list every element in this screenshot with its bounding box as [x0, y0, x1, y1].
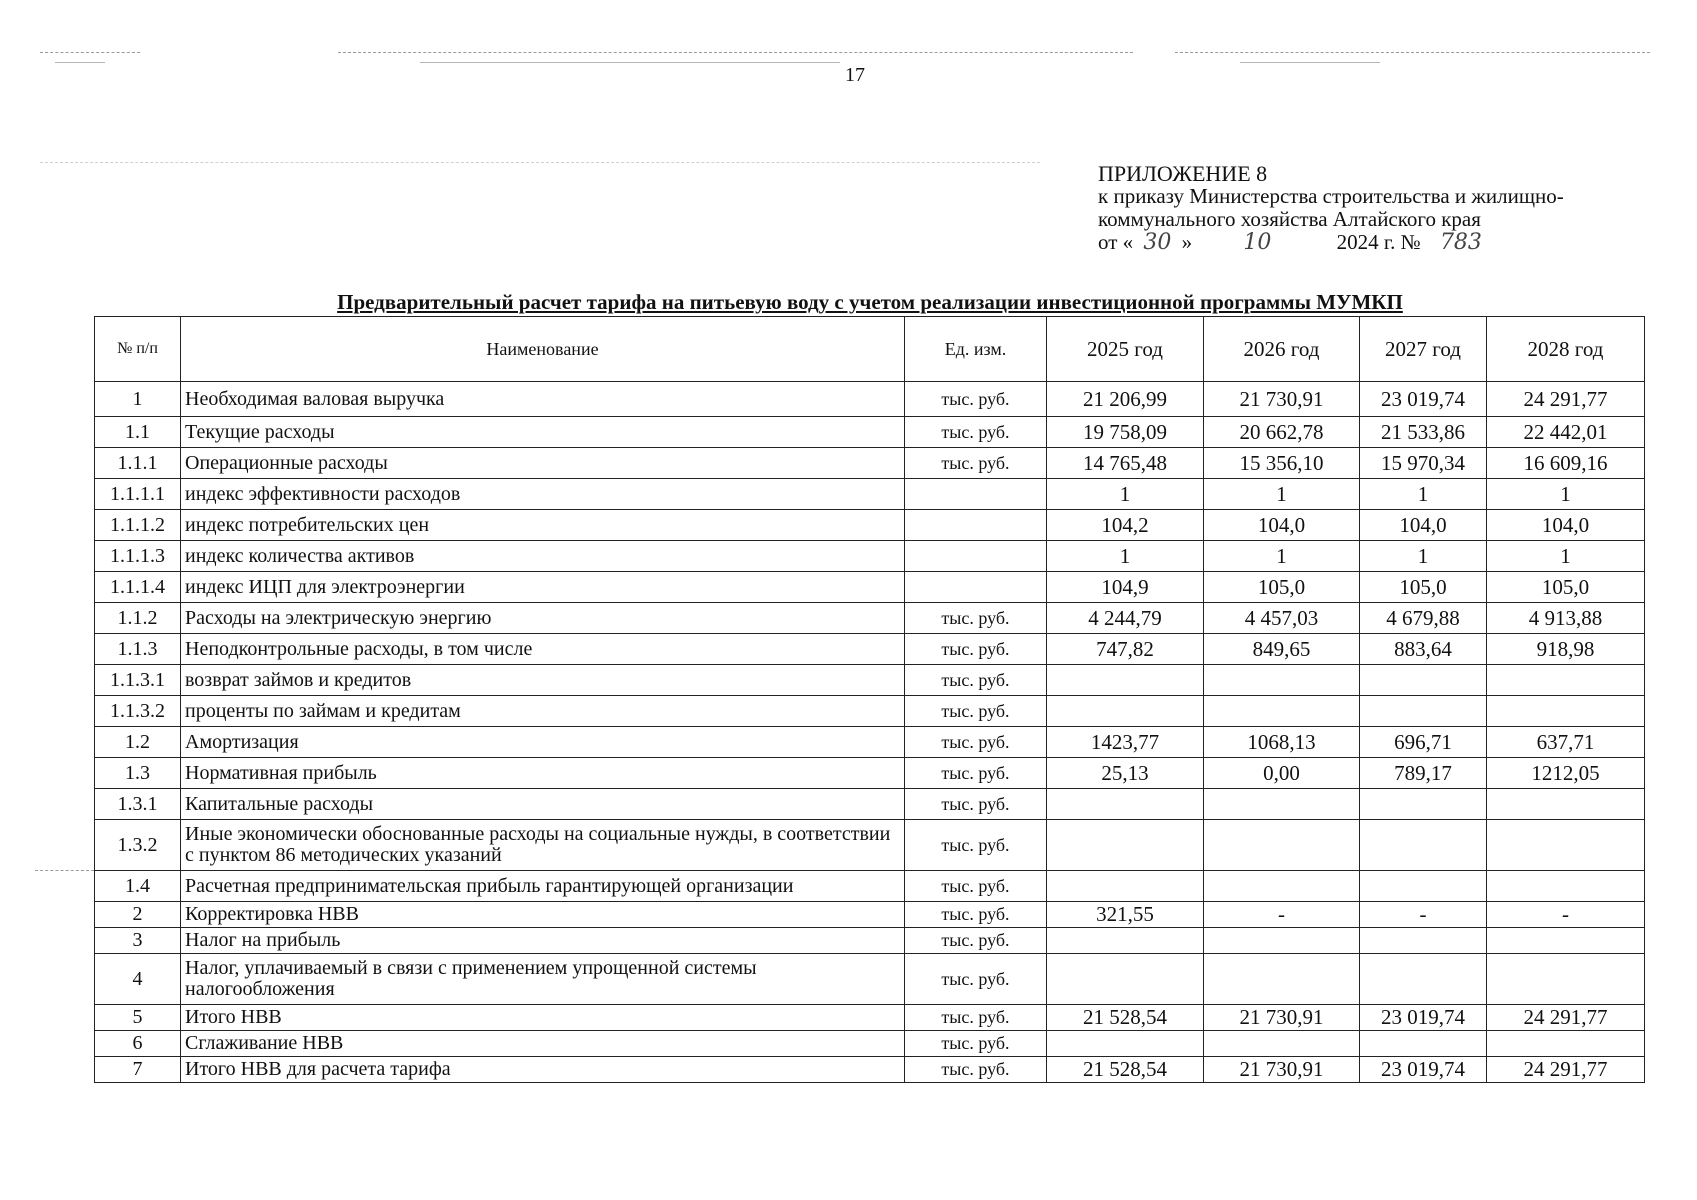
scan-line-top-right — [1175, 52, 1650, 53]
cell-2025: 1 — [1047, 479, 1204, 510]
cell-unit: тыс. руб. — [905, 603, 1047, 634]
cell-num: 2 — [95, 902, 181, 928]
cell-2028: 1212,05 — [1487, 758, 1645, 789]
cell-num: 1.1.3 — [95, 634, 181, 665]
header-year-2027: 2027 год — [1360, 317, 1487, 382]
table-row — [95, 758, 1645, 789]
cell-2027 — [1360, 820, 1487, 871]
cell-num: 1.1.1.4 — [95, 572, 181, 603]
cell-2028 — [1487, 696, 1645, 727]
table-row — [95, 871, 1645, 902]
cell-2025 — [1047, 789, 1204, 820]
cell-name: Неподконтрольные расходы, в том числе — [181, 634, 905, 665]
cell-2026 — [1204, 871, 1360, 902]
scan-line-top-middle — [338, 52, 1133, 53]
cell-2027: 789,17 — [1360, 758, 1487, 789]
cell-2025: 1 — [1047, 541, 1204, 572]
appendix-header — [1098, 162, 1658, 254]
cell-2028 — [1487, 820, 1645, 871]
cell-2028: - — [1487, 902, 1645, 928]
cell-2025: 747,82 — [1047, 634, 1204, 665]
cell-num: 1.1.1 — [95, 448, 181, 479]
cell-2027: - — [1360, 902, 1487, 928]
cell-2025: 21 528,54 — [1047, 1057, 1204, 1083]
cell-2027: 883,64 — [1360, 634, 1487, 665]
cell-2028: 104,0 — [1487, 510, 1645, 541]
cell-2028 — [1487, 954, 1645, 1005]
cell-num: 1.1.1.3 — [95, 541, 181, 572]
cell-name: индекс эффективности расходов — [181, 479, 905, 510]
cell-num: 1.3.2 — [95, 820, 181, 871]
cell-2025: 104,2 — [1047, 510, 1204, 541]
cell-name: возврат займов и кредитов — [181, 665, 905, 696]
table-row — [95, 510, 1645, 541]
header-name: Наименование — [181, 317, 905, 382]
cell-2025 — [1047, 1031, 1204, 1057]
cell-2026: 21 730,91 — [1204, 382, 1360, 417]
cell-num: 1.1.2 — [95, 603, 181, 634]
table-body — [95, 382, 1645, 1083]
cell-2026: 4 457,03 — [1204, 603, 1360, 634]
cell-unit: тыс. руб. — [905, 902, 1047, 928]
cell-unit — [905, 510, 1047, 541]
cell-2027: 1 — [1360, 541, 1487, 572]
cell-2026 — [1204, 696, 1360, 727]
table-row — [95, 541, 1645, 572]
cell-name: Итого НВВ — [181, 1005, 905, 1031]
cell-2028: 1 — [1487, 479, 1645, 510]
cell-name: индекс потребительских цен — [181, 510, 905, 541]
cell-2028 — [1487, 789, 1645, 820]
cell-num: 1.3 — [95, 758, 181, 789]
appendix-date-line — [1098, 231, 1658, 254]
cell-2025 — [1047, 665, 1204, 696]
table-header-row — [95, 317, 1645, 382]
cell-unit: тыс. руб. — [905, 665, 1047, 696]
cell-name: Капитальные расходы — [181, 789, 905, 820]
cell-num: 1.1.1.2 — [95, 510, 181, 541]
table-row — [95, 902, 1645, 928]
scan-line-top-middle-2 — [420, 62, 840, 63]
cell-unit — [905, 479, 1047, 510]
cell-2026: 105,0 — [1204, 572, 1360, 603]
table-row — [95, 634, 1645, 665]
cell-unit — [905, 541, 1047, 572]
page-number: 17 — [845, 64, 865, 86]
table-row — [95, 417, 1645, 448]
cell-2026: 1 — [1204, 541, 1360, 572]
cell-2025: 1423,77 — [1047, 727, 1204, 758]
cell-2028 — [1487, 1031, 1645, 1057]
cell-2026: 104,0 — [1204, 510, 1360, 541]
cell-2027 — [1360, 928, 1487, 954]
cell-2027: 23 019,74 — [1360, 1005, 1487, 1031]
cell-name: Сглаживание НВВ — [181, 1031, 905, 1057]
cell-2028: 24 291,77 — [1487, 1005, 1645, 1031]
cell-2027 — [1360, 871, 1487, 902]
cell-name: Расчетная предпринимательская прибыль гарантирующей организации — [181, 871, 905, 902]
cell-2025 — [1047, 696, 1204, 727]
cell-2026: 20 662,78 — [1204, 417, 1360, 448]
cell-2026: 1 — [1204, 479, 1360, 510]
cell-num: 4 — [95, 954, 181, 1005]
cell-name: Итого НВВ для расчета тарифа — [181, 1057, 905, 1083]
cell-2027: 23 019,74 — [1360, 382, 1487, 417]
date-year: 2024 г. № — [1336, 230, 1421, 254]
table-row — [95, 572, 1645, 603]
cell-2028: 637,71 — [1487, 727, 1645, 758]
order-number-handwritten: 783 — [1439, 230, 1482, 255]
cell-unit: тыс. руб. — [905, 820, 1047, 871]
cell-2026 — [1204, 954, 1360, 1005]
table-row — [95, 382, 1645, 417]
cell-2025 — [1047, 928, 1204, 954]
scan-line-upper — [40, 162, 1040, 163]
cell-num: 1.3.1 — [95, 789, 181, 820]
cell-2027: 4 679,88 — [1360, 603, 1487, 634]
cell-2025 — [1047, 871, 1204, 902]
cell-2028: 22 442,01 — [1487, 417, 1645, 448]
cell-unit: тыс. руб. — [905, 1057, 1047, 1083]
cell-name: Текущие расходы — [181, 417, 905, 448]
cell-2027 — [1360, 954, 1487, 1005]
header-unit: Ед. изм. — [905, 317, 1047, 382]
cell-name: Операционные расходы — [181, 448, 905, 479]
cell-2025: 104,9 — [1047, 572, 1204, 603]
table-row — [95, 1031, 1645, 1057]
cell-unit: тыс. руб. — [905, 417, 1047, 448]
cell-2026: 0,00 — [1204, 758, 1360, 789]
cell-name: Иные экономически обоснованные расходы на социальные нужды, в соответствии с пунктом 86 методических указаний — [181, 820, 905, 871]
cell-num: 1.4 — [95, 871, 181, 902]
cell-2027: 696,71 — [1360, 727, 1487, 758]
cell-name: проценты по займам и кредитам — [181, 696, 905, 727]
table-row — [95, 448, 1645, 479]
table-row — [95, 696, 1645, 727]
cell-2025: 25,13 — [1047, 758, 1204, 789]
table-row — [95, 1057, 1645, 1083]
header-year-2028: 2028 год — [1487, 317, 1645, 382]
cell-2028: 1 — [1487, 541, 1645, 572]
cell-2026 — [1204, 820, 1360, 871]
scan-line-top-left — [40, 52, 140, 53]
cell-2025: 21 206,99 — [1047, 382, 1204, 417]
cell-2026: 21 730,91 — [1204, 1057, 1360, 1083]
cell-2028 — [1487, 928, 1645, 954]
cell-2027 — [1360, 1031, 1487, 1057]
appendix-order-line-1: к приказу Министерства строительства и жилищно- — [1098, 184, 1564, 208]
cell-2026: 21 730,91 — [1204, 1005, 1360, 1031]
cell-unit: тыс. руб. — [905, 789, 1047, 820]
cell-2028: 918,98 — [1487, 634, 1645, 665]
date-mid: » — [1181, 230, 1193, 254]
appendix-order-line-2: коммунального хозяйства Алтайского края — [1098, 207, 1481, 231]
tariff-table — [94, 316, 1645, 1083]
header-num: № п/п — [95, 317, 181, 382]
cell-name: индекс количества активов — [181, 541, 905, 572]
cell-num: 5 — [95, 1005, 181, 1031]
cell-2027: 15 970,34 — [1360, 448, 1487, 479]
cell-unit: тыс. руб. — [905, 1031, 1047, 1057]
cell-2027: 104,0 — [1360, 510, 1487, 541]
cell-num: 3 — [95, 928, 181, 954]
scan-line-top-left-2 — [55, 62, 105, 63]
cell-2028: 105,0 — [1487, 572, 1645, 603]
cell-unit: тыс. руб. — [905, 871, 1047, 902]
cell-unit: тыс. руб. — [905, 727, 1047, 758]
cell-2028 — [1487, 665, 1645, 696]
table-row — [95, 820, 1645, 871]
cell-name: Налог на прибыль — [181, 928, 905, 954]
date-month-handwritten: 10 — [1243, 230, 1272, 255]
cell-unit: тыс. руб. — [905, 696, 1047, 727]
cell-num: 1.1.3.2 — [95, 696, 181, 727]
cell-name: Корректировка НВВ — [181, 902, 905, 928]
header-year-2026: 2026 год — [1204, 317, 1360, 382]
header-year-2025: 2025 год — [1047, 317, 1204, 382]
cell-name: Налог, уплачиваемый в связи с применением упрощенной системы налогообложения — [181, 954, 905, 1005]
cell-name: Расходы на электрическую энергию — [181, 603, 905, 634]
cell-2025: 14 765,48 — [1047, 448, 1204, 479]
table-row — [95, 928, 1645, 954]
cell-2026: - — [1204, 902, 1360, 928]
table-row — [95, 1005, 1645, 1031]
cell-num: 6 — [95, 1031, 181, 1057]
cell-2027: 21 533,86 — [1360, 417, 1487, 448]
appendix-title: ПРИЛОЖЕНИЕ 8 — [1098, 161, 1268, 186]
cell-2028: 24 291,77 — [1487, 382, 1645, 417]
date-day-handwritten: 30 — [1143, 230, 1172, 255]
cell-2027 — [1360, 665, 1487, 696]
table-row — [95, 789, 1645, 820]
date-prefix: от « — [1098, 230, 1134, 254]
table-row — [95, 954, 1645, 1005]
cell-2028: 16 609,16 — [1487, 448, 1645, 479]
table-row — [95, 603, 1645, 634]
cell-2025: 21 528,54 — [1047, 1005, 1204, 1031]
cell-2028: 4 913,88 — [1487, 603, 1645, 634]
cell-2026: 15 356,10 — [1204, 448, 1360, 479]
cell-num: 1 — [95, 382, 181, 417]
cell-2025 — [1047, 954, 1204, 1005]
cell-2026 — [1204, 1031, 1360, 1057]
cell-name: Амортизация — [181, 727, 905, 758]
cell-num: 1.1 — [95, 417, 181, 448]
table-row — [95, 727, 1645, 758]
cell-2027: 105,0 — [1360, 572, 1487, 603]
cell-2025 — [1047, 820, 1204, 871]
cell-num: 7 — [95, 1057, 181, 1083]
cell-2026 — [1204, 928, 1360, 954]
cell-2025: 321,55 — [1047, 902, 1204, 928]
cell-num: 1.1.3.1 — [95, 665, 181, 696]
cell-num: 1.1.1.1 — [95, 479, 181, 510]
cell-unit: тыс. руб. — [905, 954, 1047, 1005]
cell-2026 — [1204, 789, 1360, 820]
document-title: Предварительный расчет тарифа на питьевую воду с учетом реализации инвестиционной программы МУМКП — [337, 290, 1403, 314]
cell-2026: 1068,13 — [1204, 727, 1360, 758]
cell-name: Необходимая валовая выручка — [181, 382, 905, 417]
cell-num: 1.2 — [95, 727, 181, 758]
table-row — [95, 479, 1645, 510]
cell-2027: 1 — [1360, 479, 1487, 510]
cell-2026: 849,65 — [1204, 634, 1360, 665]
cell-unit: тыс. руб. — [905, 634, 1047, 665]
cell-2027 — [1360, 696, 1487, 727]
table-row — [95, 665, 1645, 696]
cell-unit — [905, 572, 1047, 603]
cell-unit: тыс. руб. — [905, 758, 1047, 789]
cell-2028 — [1487, 871, 1645, 902]
cell-name: индекс ИЦП для электроэнергии — [181, 572, 905, 603]
cell-2026 — [1204, 665, 1360, 696]
cell-2025: 19 758,09 — [1047, 417, 1204, 448]
cell-unit: тыс. руб. — [905, 382, 1047, 417]
scan-line-top-right-2 — [1240, 62, 1380, 63]
cell-unit: тыс. руб. — [905, 448, 1047, 479]
cell-name: Нормативная прибыль — [181, 758, 905, 789]
cell-2028: 24 291,77 — [1487, 1057, 1645, 1083]
cell-2027 — [1360, 789, 1487, 820]
cell-unit: тыс. руб. — [905, 1005, 1047, 1031]
cell-2027: 23 019,74 — [1360, 1057, 1487, 1083]
cell-2025: 4 244,79 — [1047, 603, 1204, 634]
cell-unit: тыс. руб. — [905, 928, 1047, 954]
